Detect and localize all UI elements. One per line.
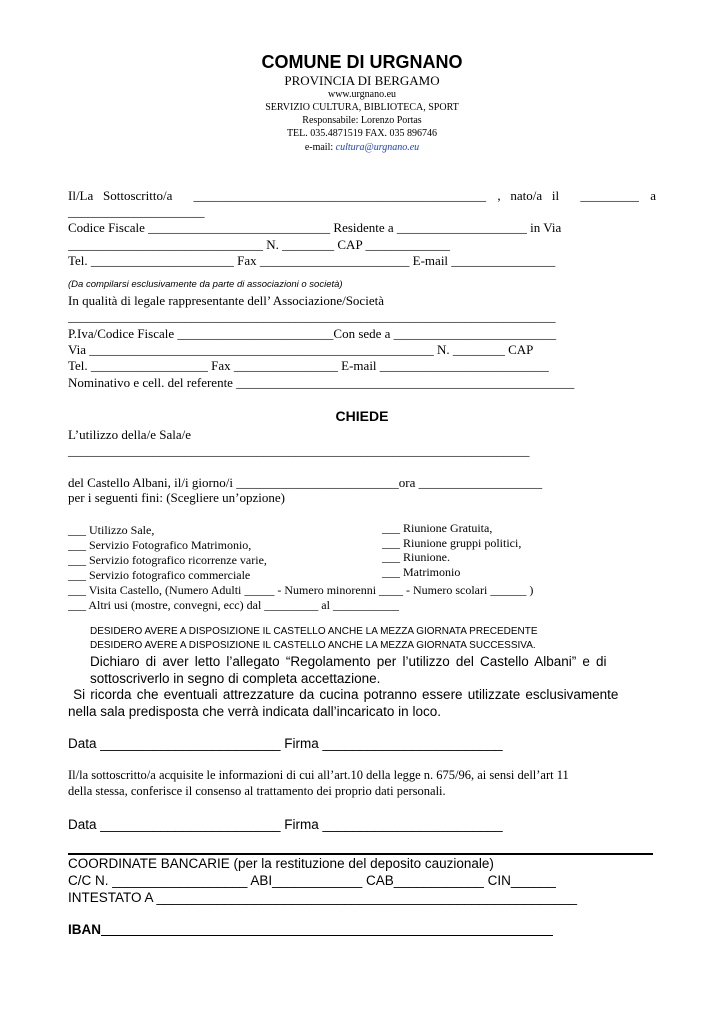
birth-date-field[interactable]: _________: [580, 188, 639, 203]
contact-line[interactable]: Tel. ______________________ Fax _______________________ E-mail ________________: [68, 253, 556, 268]
option-commercial-photo[interactable]: ___ Servizio fotografico commerciale: [68, 568, 251, 582]
date-time-line[interactable]: del Castello Albani, il/i giorno/i _________________________ora ___________________: [68, 475, 543, 490]
applicant-name-field[interactable]: _____________________________________________: [193, 188, 486, 203]
email-label: e-mail:: [304, 142, 336, 153]
manager-name: Responsabile: Lorenzo Portas: [302, 115, 422, 126]
birth-label: , nato/a il: [497, 188, 569, 203]
applicant-line-1: [68, 189, 656, 202]
tax-code-residence-line[interactable]: Codice Fiscale ____________________________ Residente a ____________________ in Via: [68, 220, 562, 235]
request-title: CHIEDE: [335, 408, 389, 424]
applicant-name-label: Il/La Sottoscritto/a: [68, 188, 183, 203]
option-political-meeting[interactable]: ___ Riunione gruppi politici,: [382, 536, 522, 550]
association-address-line[interactable]: Via _____________________________________________________ N. ________ CAP: [68, 342, 534, 357]
option-other-uses[interactable]: ___ Altri usi (mostre, convegni, ecc) dal _________ al ___________: [68, 598, 399, 612]
option-meeting[interactable]: ___ Riunione.: [382, 550, 450, 564]
hall-name-field[interactable]: _______________________________________________________________________: [68, 443, 530, 458]
association-contact-line[interactable]: Tel. __________________ Fax ________________ E-mail __________________________: [68, 358, 549, 373]
address-line[interactable]: ______________________________ N. ________ CAP _____________: [68, 237, 450, 252]
referent-line[interactable]: Nominativo e cell. del referente ____________________________________________________: [68, 375, 575, 390]
date-signature-line-1[interactable]: Data ________________________ Firma ________________________: [68, 736, 503, 751]
option-free-meeting[interactable]: ___ Riunione Gratuita,: [382, 521, 493, 535]
municipality-title: COMUNE DI URGNANO: [261, 52, 463, 72]
purpose-label: per i seguenti fini: (Scegliere un’opzione): [68, 490, 285, 505]
option-wedding[interactable]: ___ Matrimonio: [382, 565, 461, 579]
kitchen-notice-line-1: Si ricorda che eventuali attrezzature da cucina potranno essere utilizzate esclusivamente: [68, 687, 619, 702]
option-wedding-photo[interactable]: ___ Servizio Fotografico Matrimonio,: [68, 538, 252, 552]
website-text: www.urgnano.eu: [327, 89, 397, 100]
privacy-line-2: della stessa, conferisce il consenso al trattamento dei proprio dati personali.: [68, 784, 446, 798]
email-link[interactable]: cultura@urgnano.eu: [335, 142, 420, 153]
iban-field[interactable]: [101, 934, 553, 936]
hall-usage-label: L’utilizzo della/e Sala/e: [68, 427, 191, 442]
bank-divider: [68, 853, 653, 855]
option-hall-usage[interactable]: ___ Utilizzo Sale,: [68, 523, 155, 537]
date-signature-line-2[interactable]: Data ________________________ Firma ________________________: [68, 817, 503, 832]
province-name: PROVINCIA DI BERGAMO: [284, 73, 440, 88]
declaration-line-2: sottoscriverlo in segno di completa accettazione.: [90, 671, 381, 686]
service-name: SERVIZIO CULTURA, BIBLIOTECA, SPORT: [265, 102, 459, 113]
bank-title: COORDINATE BANCARIE (per la restituzione del deposito cauzionale): [68, 856, 494, 871]
extra-half-day-before: DESIDERO AVERE A DISPOSIZIONE IL CASTELLO ANCHE LA MEZZA GIORNATA PRECEDENTE: [90, 626, 538, 637]
association-name-field[interactable]: ___________________________________________________________________________: [68, 309, 556, 324]
bank-account-line[interactable]: C/C N. __________________ ABI____________ CAB____________ CIN______: [68, 873, 556, 888]
account-holder-line[interactable]: INTESTATO A ________________________________________________________: [68, 890, 577, 905]
iban-label: IBAN: [68, 922, 101, 937]
option-event-photo[interactable]: ___ Servizio fotografico ricorrenze varie,: [68, 553, 267, 567]
association-role: In qualità di legale rappresentante dell’ Associazione/Società: [68, 293, 384, 308]
kitchen-notice-line-2: nella sala predisposta che verrà indicata dall’incaricato in loco.: [68, 704, 441, 719]
phone-fax: TEL. 035.4871519 FAX. 035 896746: [286, 128, 438, 139]
association-vat-line[interactable]: P.Iva/Codice Fiscale ________________________Con sede a _________________________: [68, 326, 557, 341]
birth-place-label: a: [650, 188, 656, 203]
privacy-line-1: Il/la sottoscritto/a acquisite le informazioni di cui all’art.10 della legge n. 675/96, ai sensi dell’art 11: [68, 768, 569, 782]
birth-place-field[interactable]: _____________________: [68, 204, 205, 219]
association-note: (Da compilarsi esclusivamente da parte di associazioni o società): [68, 279, 343, 290]
iban-line[interactable]: [68, 923, 553, 937]
declaration-line-1: Dichiaro di aver letto l’allegato “Regolamento per l’utilizzo del Castello Albani” e di: [90, 654, 607, 669]
extra-half-day-after: DESIDERO AVERE A DISPOSIZIONE IL CASTELLO ANCHE LA MEZZA GIORNATA SUCCESSIVA.: [90, 640, 536, 651]
email-line: [0, 143, 724, 153]
option-castle-visit[interactable]: ___ Visita Castello, (Numero Adulti _____ - Numero minorenni ____ - Numero scolari ______ ): [68, 583, 534, 597]
